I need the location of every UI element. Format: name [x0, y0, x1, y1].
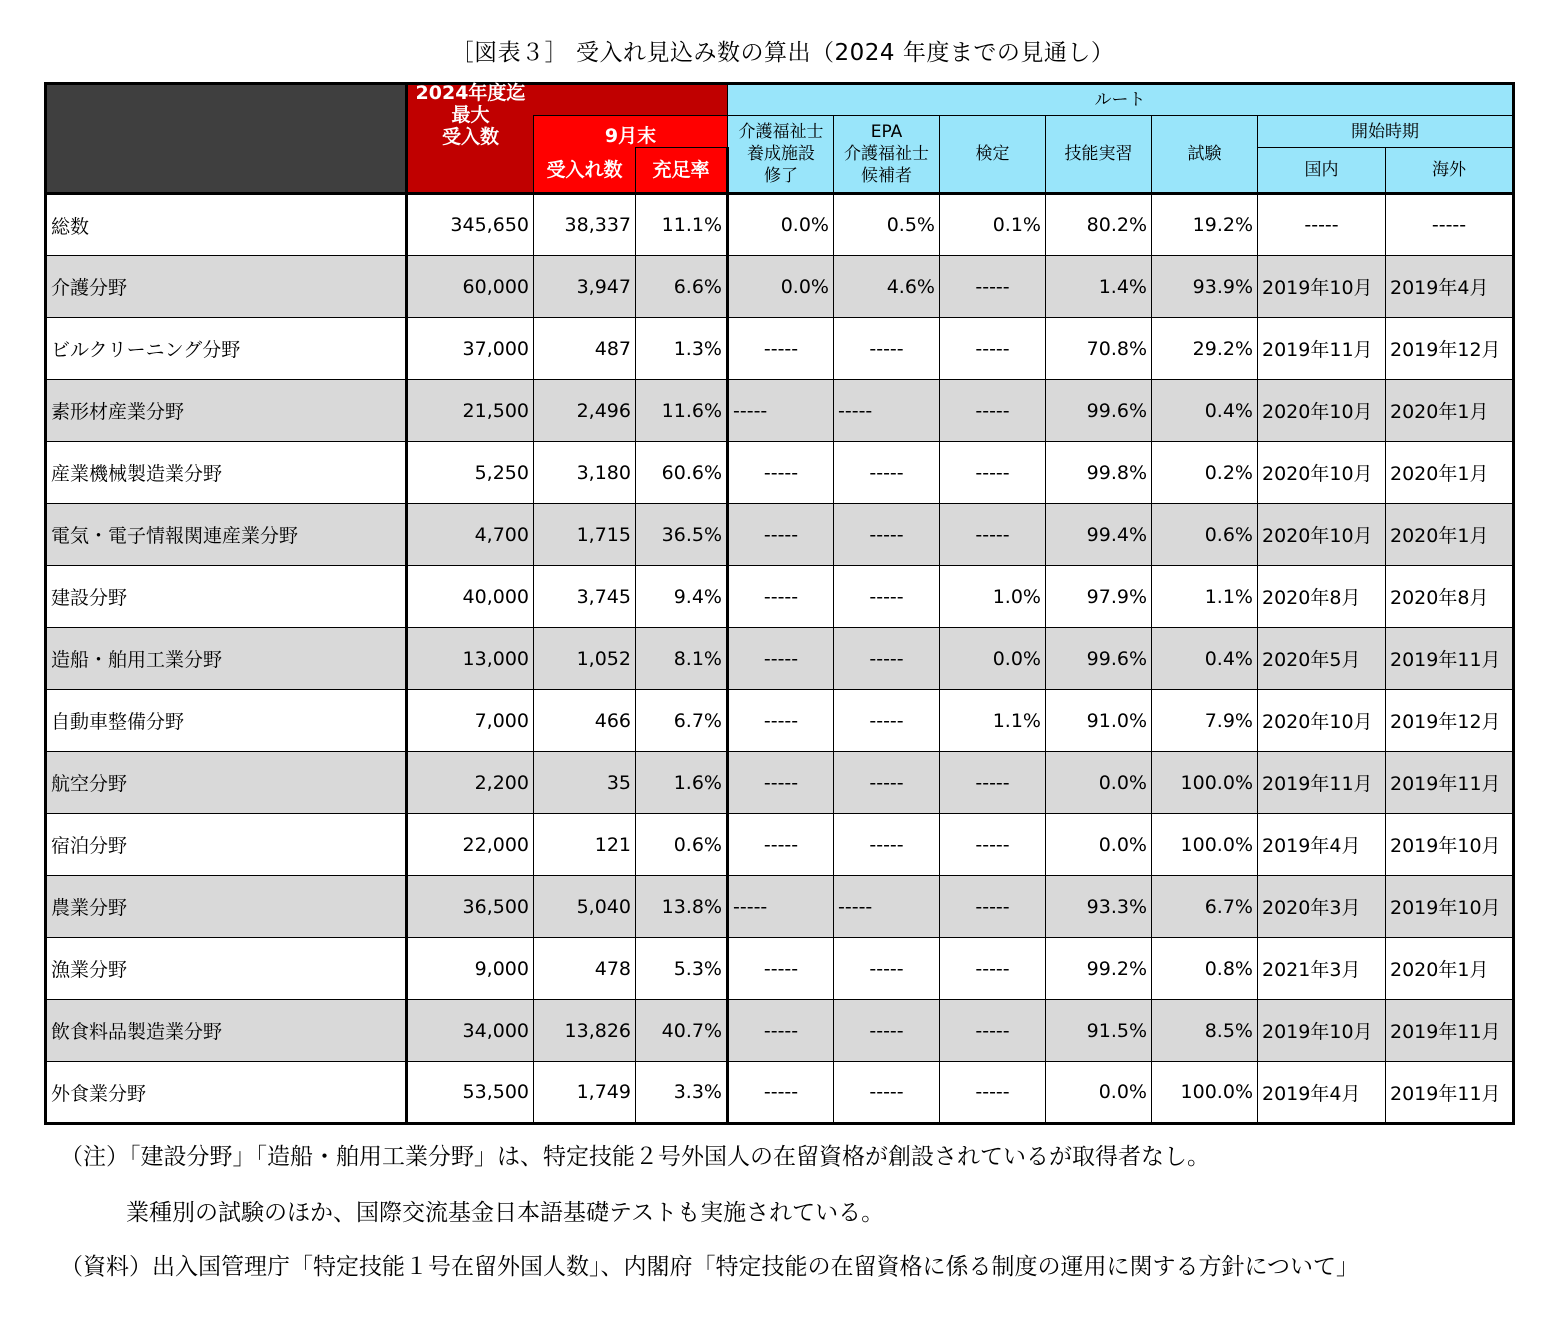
cell-kaigo: ----- [728, 938, 834, 1000]
cell-kentei: ----- [940, 1062, 1046, 1124]
cell-fill: 40.7% [636, 1000, 728, 1062]
cell-label: 自動車整備分野 [46, 690, 407, 752]
cell-label: 航空分野 [46, 752, 407, 814]
header-epa-line1: EPA [870, 122, 903, 142]
cell-epa: ----- [834, 814, 940, 876]
cell-epa: ----- [834, 628, 940, 690]
cell-overseas: 2019年11月 [1386, 1000, 1514, 1062]
cell-sep: 5,040 [534, 876, 636, 938]
cell-kentei: 0.1% [940, 194, 1046, 256]
cell-max: 34,000 [407, 1000, 534, 1062]
header-kaigo [728, 116, 834, 194]
cell-kentei: ----- [940, 814, 1046, 876]
cell-kentei: 1.1% [940, 690, 1046, 752]
cell-gino: 97.9% [1046, 566, 1152, 628]
cell-kaigo: ----- [728, 442, 834, 504]
table-row [46, 1062, 1514, 1124]
cell-kentei: ----- [940, 318, 1046, 380]
table-row [46, 318, 1514, 380]
cell-gino: 99.2% [1046, 938, 1152, 1000]
cell-label: 宿泊分野 [46, 814, 407, 876]
header-kaigo-line1: 介護福祉士 [738, 122, 824, 142]
table-row [46, 256, 1514, 318]
cell-shiken: 0.4% [1152, 380, 1258, 442]
header-epa-line2: 介護福祉士 [844, 144, 929, 164]
cell-overseas: 2019年10月 [1386, 876, 1514, 938]
table-row [46, 690, 1514, 752]
table-body [46, 194, 1514, 1124]
cell-kentei: ----- [940, 442, 1046, 504]
cell-label: 電気・電子情報関連産業分野 [46, 504, 407, 566]
cell-fill: 1.6% [636, 752, 728, 814]
cell-max: 9,000 [407, 938, 534, 1000]
cell-kaigo: ----- [728, 1000, 834, 1062]
cell-overseas: 2019年11月 [1386, 1062, 1514, 1124]
cell-epa: ----- [834, 566, 940, 628]
header-domestic: 国内 [1258, 148, 1386, 194]
cell-sep: 35 [534, 752, 636, 814]
cell-shiken: 0.2% [1152, 442, 1258, 504]
cell-gino: 0.0% [1046, 752, 1152, 814]
cell-domestic: 2020年10月 [1258, 690, 1386, 752]
cell-kentei: ----- [940, 1000, 1046, 1062]
cell-epa: ----- [834, 380, 940, 442]
table-row [46, 628, 1514, 690]
cell-shiken: 100.0% [1152, 752, 1258, 814]
cell-kaigo: ----- [728, 628, 834, 690]
cell-gino: 0.0% [1046, 1062, 1152, 1124]
cell-overseas: 2019年10月 [1386, 814, 1514, 876]
cell-epa: ----- [834, 1062, 940, 1124]
cell-epa: ----- [834, 504, 940, 566]
cell-kentei: ----- [940, 256, 1046, 318]
cell-domestic: 2021年3月 [1258, 938, 1386, 1000]
cell-gino: 99.6% [1046, 380, 1152, 442]
cell-shiken: 7.9% [1152, 690, 1258, 752]
header-max-line3: 受入数 [441, 125, 499, 148]
cell-shiken: 0.6% [1152, 504, 1258, 566]
cell-gino: 99.6% [1046, 628, 1152, 690]
source-note: （資料）出入国管理庁「特定技能１号在留外国人数」、内閣府「特定技能の在留資格に係る制度の運用に関する方針について」 [60, 1254, 1360, 1280]
cell-label: 飲食料品製造業分野 [46, 1000, 407, 1062]
cell-kaigo: ----- [728, 752, 834, 814]
header-start: 開始時期 [1258, 116, 1514, 148]
header-kentei: 検定 [940, 116, 1046, 194]
cell-domestic: 2019年4月 [1258, 1062, 1386, 1124]
cell-max: 13,000 [407, 628, 534, 690]
cell-label: 産業機械製造業分野 [46, 442, 407, 504]
table-row [46, 566, 1514, 628]
cell-domestic: 2020年5月 [1258, 628, 1386, 690]
cell-kentei: ----- [940, 504, 1046, 566]
cell-fill: 6.7% [636, 690, 728, 752]
header-sep-count: 受入れ数 [534, 148, 636, 194]
cell-domestic: 2020年10月 [1258, 442, 1386, 504]
header-max-line1: 2024年度迄 [415, 81, 526, 104]
cell-fill: 6.6% [636, 256, 728, 318]
header-shiken: 試験 [1152, 116, 1258, 194]
cell-overseas: 2020年1月 [1386, 504, 1514, 566]
cell-epa: ----- [834, 752, 940, 814]
cell-epa: 4.6% [834, 256, 940, 318]
cell-kaigo: ----- [728, 504, 834, 566]
cell-label: 介護分野 [46, 256, 407, 318]
cell-sep: 3,180 [534, 442, 636, 504]
cell-gino: 91.0% [1046, 690, 1152, 752]
table-row [46, 194, 1514, 256]
table-row [46, 380, 1514, 442]
table-row [46, 814, 1514, 876]
cell-fill: 11.6% [636, 380, 728, 442]
cell-max: 7,000 [407, 690, 534, 752]
cell-shiken: 6.7% [1152, 876, 1258, 938]
cell-epa: 0.5% [834, 194, 940, 256]
header-blank-cell [46, 84, 407, 194]
cell-domestic: 2020年10月 [1258, 504, 1386, 566]
cell-fill: 0.6% [636, 814, 728, 876]
cell-gino: 93.3% [1046, 876, 1152, 938]
header-route: ルート [728, 84, 1514, 116]
cell-fill: 1.3% [636, 318, 728, 380]
header-max-line2: 最大 [451, 103, 490, 126]
cell-max: 2,200 [407, 752, 534, 814]
cell-domestic: 2019年4月 [1258, 814, 1386, 876]
cell-kentei: 0.0% [940, 628, 1046, 690]
cell-shiken: 1.1% [1152, 566, 1258, 628]
cell-label: 建設分野 [46, 566, 407, 628]
cell-kaigo: 0.0% [728, 194, 834, 256]
cell-kentei: ----- [940, 380, 1046, 442]
cell-fill: 11.1% [636, 194, 728, 256]
cell-kaigo: ----- [728, 318, 834, 380]
cell-domestic: 2020年10月 [1258, 380, 1386, 442]
cell-domestic: 2020年8月 [1258, 566, 1386, 628]
header-kaigo-line3: 修了 [764, 166, 798, 186]
cell-shiken: 100.0% [1152, 814, 1258, 876]
table-row [46, 938, 1514, 1000]
cell-kaigo: ----- [728, 566, 834, 628]
cell-epa: ----- [834, 442, 940, 504]
table-row [46, 876, 1514, 938]
cell-gino: 99.8% [1046, 442, 1152, 504]
cell-sep: 478 [534, 938, 636, 1000]
cell-shiken: 93.9% [1152, 256, 1258, 318]
acceptance-table [44, 82, 1515, 1125]
cell-overseas: 2020年1月 [1386, 442, 1514, 504]
cell-sep: 487 [534, 318, 636, 380]
cell-overseas: 2020年8月 [1386, 566, 1514, 628]
header-kaigo-line2: 養成施設 [747, 144, 815, 164]
cell-label: 外食業分野 [46, 1062, 407, 1124]
cell-label: 造船・舶用工業分野 [46, 628, 407, 690]
cell-shiken: 100.0% [1152, 1062, 1258, 1124]
table-row [46, 442, 1514, 504]
header-epa [834, 116, 940, 194]
cell-shiken: 8.5% [1152, 1000, 1258, 1062]
cell-overseas: ----- [1386, 194, 1514, 256]
cell-epa: ----- [834, 876, 940, 938]
cell-overseas: 2020年1月 [1386, 938, 1514, 1000]
cell-kaigo: ----- [728, 876, 834, 938]
cell-max: 60,000 [407, 256, 534, 318]
cell-kentei: ----- [940, 876, 1046, 938]
cell-max: 21,500 [407, 380, 534, 442]
cell-domestic: 2019年10月 [1258, 1000, 1386, 1062]
cell-kaigo: 0.0% [728, 256, 834, 318]
cell-max: 4,700 [407, 504, 534, 566]
table-header [46, 81, 1514, 194]
cell-kaigo: ----- [728, 1062, 834, 1124]
cell-overseas: 2019年12月 [1386, 318, 1514, 380]
cell-label: ビルクリーニング分野 [46, 318, 407, 380]
cell-kaigo: ----- [728, 690, 834, 752]
table-row [46, 752, 1514, 814]
cell-max: 345,650 [407, 194, 534, 256]
cell-sep: 121 [534, 814, 636, 876]
note-2: 業種別の試験のほか、国際交流基金日本語基礎テストも実施されている。 [126, 1200, 885, 1226]
header-max-label [412, 82, 529, 148]
cell-gino: 1.4% [1046, 256, 1152, 318]
cell-max: 37,000 [407, 318, 534, 380]
header-epa-line3: 候補者 [861, 166, 912, 186]
cell-domestic: 2019年10月 [1258, 256, 1386, 318]
table-row [46, 504, 1514, 566]
cell-sep: 466 [534, 690, 636, 752]
cell-sep: 13,826 [534, 1000, 636, 1062]
cell-fill: 13.8% [636, 876, 728, 938]
cell-shiken: 19.2% [1152, 194, 1258, 256]
figure-title: ［図表３］ 受入れ見込み数の算出（2024 年度までの見通し） [450, 40, 1115, 66]
cell-epa: ----- [834, 1000, 940, 1062]
cell-sep: 38,337 [534, 194, 636, 256]
cell-label: 農業分野 [46, 876, 407, 938]
cell-sep: 1,715 [534, 504, 636, 566]
cell-sep: 1,052 [534, 628, 636, 690]
cell-domestic: 2020年3月 [1258, 876, 1386, 938]
cell-label: 漁業分野 [46, 938, 407, 1000]
cell-domestic: 2019年11月 [1258, 318, 1386, 380]
cell-kaigo: ----- [728, 380, 834, 442]
cell-sep: 1,749 [534, 1062, 636, 1124]
cell-fill: 9.4% [636, 566, 728, 628]
cell-shiken: 0.8% [1152, 938, 1258, 1000]
header-max [407, 81, 534, 194]
cell-max: 36,500 [407, 876, 534, 938]
cell-gino: 99.4% [1046, 504, 1152, 566]
cell-overseas: 2019年12月 [1386, 690, 1514, 752]
cell-overseas: 2019年11月 [1386, 628, 1514, 690]
cell-kentei: ----- [940, 752, 1046, 814]
cell-fill: 36.5% [636, 504, 728, 566]
table-row [46, 1000, 1514, 1062]
cell-fill: 5.3% [636, 938, 728, 1000]
cell-epa: ----- [834, 318, 940, 380]
cell-overseas: 2019年4月 [1386, 256, 1514, 318]
cell-epa: ----- [834, 938, 940, 1000]
header-fill: 充足率 [636, 148, 728, 194]
cell-epa: ----- [834, 690, 940, 752]
cell-overseas: 2019年11月 [1386, 752, 1514, 814]
cell-fill: 60.6% [636, 442, 728, 504]
cell-shiken: 0.4% [1152, 628, 1258, 690]
cell-gino: 70.8% [1046, 318, 1152, 380]
cell-overseas: 2020年1月 [1386, 380, 1514, 442]
cell-sep: 3,745 [534, 566, 636, 628]
cell-gino: 91.5% [1046, 1000, 1152, 1062]
cell-sep: 3,947 [534, 256, 636, 318]
cell-max: 53,500 [407, 1062, 534, 1124]
note-1: （注）「建設分野」「造船・舶用工業分野」は、特定技能２号外国人の在留資格が創設されているが取得者なし。 [60, 1144, 1210, 1170]
cell-gino: 80.2% [1046, 194, 1152, 256]
cell-shiken: 29.2% [1152, 318, 1258, 380]
cell-domestic: ----- [1258, 194, 1386, 256]
header-sep: 9月末 [534, 116, 728, 148]
cell-gino: 0.0% [1046, 814, 1152, 876]
cell-domestic: 2019年11月 [1258, 752, 1386, 814]
cell-kaigo: ----- [728, 814, 834, 876]
header-gino: 技能実習 [1046, 116, 1152, 194]
cell-fill: 3.3% [636, 1062, 728, 1124]
cell-max: 5,250 [407, 442, 534, 504]
cell-max: 40,000 [407, 566, 534, 628]
cell-max: 22,000 [407, 814, 534, 876]
cell-sep: 2,496 [534, 380, 636, 442]
header-overseas: 海外 [1386, 148, 1514, 194]
cell-kentei: 1.0% [940, 566, 1046, 628]
cell-label: 素形材産業分野 [46, 380, 407, 442]
cell-fill: 8.1% [636, 628, 728, 690]
cell-kentei: ----- [940, 938, 1046, 1000]
cell-label: 総数 [46, 194, 407, 256]
